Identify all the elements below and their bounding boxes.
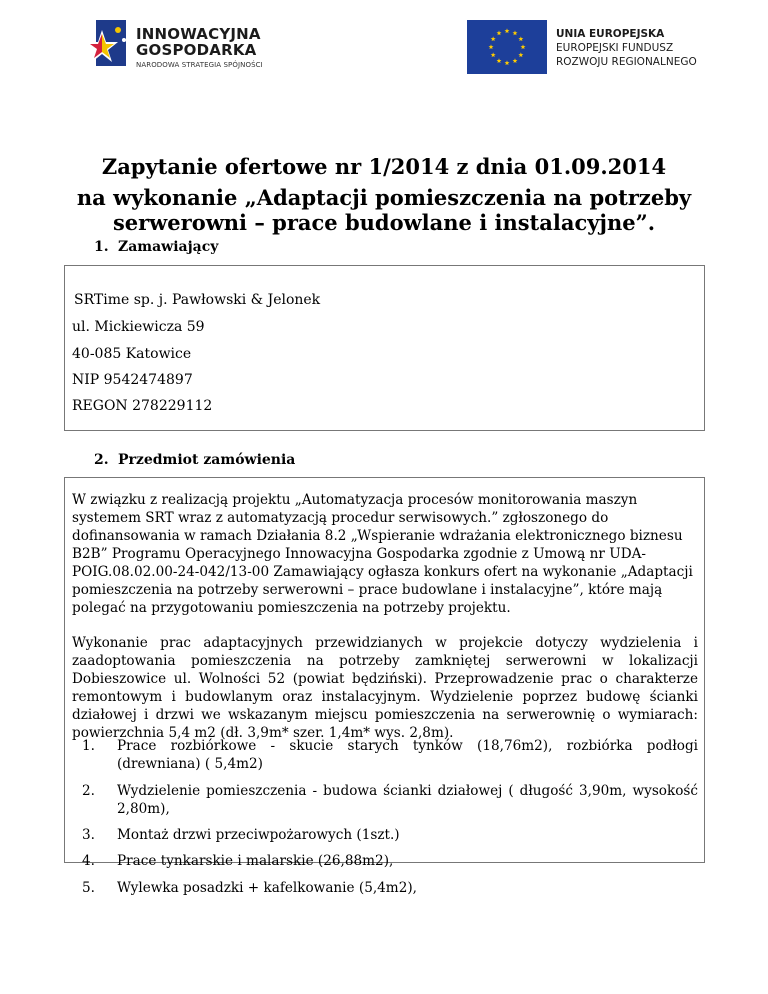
work-item-text: Prace rozbiórkowe - skucie starych tynków (18,76m2), rozbiórka podłogi (drewniana) ( 5,4m2) [117,738,698,772]
innowacyjna-gospodarka-logo [84,20,284,74]
work-item [82,852,698,870]
section-1-number: 1. [94,239,109,255]
contractor-name: SRTime sp. j. Pawłowski & Jelonek [74,292,321,308]
work-item-number: 2. [82,783,95,799]
section-1-title: Zamawiający [118,239,219,255]
work-item [82,737,698,773]
order-paragraph-2: Wykonanie prac adaptacyjnych przewidzianych w projekcie dotyczy wydzielenia i zaadoptowania pomieszczenia na potrzeby zamkniętej serwerowni w lokalizacji Dobieszowice ul. Wolności 52 (powiat będziński). Przeprowadzenie prac o charakterze remontowym i budowlanym oraz instalacyjnym. Wydzielenie poprzez budowę ścianki działowej i drzwi we wskazanym miejscu pomieszczenia na serwerownię o wymiarach: powierzchnia 5,4 m2 (dł. 3,9m* szer. 1,4m* wys. 2,8m). [72,635,698,741]
work-item-text: Montaż drzwi przeciwpożarowych (1szt.) [117,827,400,843]
document-title: Zapytanie ofertowe nr 1/2014 z dnia 01.09.2014 [101,154,667,179]
section-2-heading [94,452,295,468]
ig-logo-line2: GOSPODARKA [136,41,257,59]
document-subtitle: na wykonanie „Adaptacji pomieszczenia na potrzeby serwerowni – prace budowlane i instalacyjne”. [76,185,692,235]
eu-logo-line1: UNIA EUROPEJSKA [556,28,665,40]
work-item-text: Wydzielenie pomieszczenia - budowa ścianki działowej ( długość 3,90m, wysokość 2,80m), [117,783,698,817]
ig-logo-subtitle: NARODOWA STRATEGIA SPÓJNOŚCI [136,61,263,69]
eu-logo-line3: ROZWOJU REGIONALNEGO [556,56,697,68]
contractor-city: 40-085 Katowice [72,346,192,362]
order-paragraph-1: W związku z realizacją projektu „Automatyzacja procesów monitorowania maszyn systemem SRT wraz z automatyzacją procedur serwisowych.” zgłoszonego do dofinansowania w ramach Działania 8.2 „Wspieranie wdrażania elektronicznego biznesu B2B” Programu Operacyjnego Innowacyjna Gospodarka zgodnie z Umową nr UDA-POIG.08.02.00-24-042/13-00 Zamawiający ogłasza konkurs ofert na wykonanie „Adaptacji pomieszczenia na potrzeby serwerowni – prace budowlane i instalacyjne”, które mają polegać na przygotowaniu pomieszczenia na potrzeby projektu. [72,492,693,616]
work-item [82,879,698,897]
ig-logo-line1: INNOWACYJNA [136,25,261,43]
eu-flag-icon [467,20,547,74]
contractor-regon: REGON 278229112 [72,398,213,414]
contractor-nip: NIP 9542474897 [72,372,193,388]
work-item-text: Prace tynkarskie i malarskie (26,88m2), [117,853,394,869]
section-2-title: Przedmiot zamówienia [118,452,296,468]
work-item-number: 3. [82,827,95,843]
work-item-number: 1. [82,738,95,754]
work-item-text: Wylewka posadzki + kafelkowanie (5,4m2), [117,880,417,896]
eu-logo-text [556,27,697,69]
work-item [82,826,698,844]
section-1-heading [94,239,218,255]
ig-star-mark-icon [84,20,130,70]
work-item-number: 5. [82,880,95,896]
section-2-number: 2. [94,452,109,468]
work-item [82,782,698,818]
eu-logo-line2: EUROPEJSKI FUNDUSZ [556,42,674,54]
work-item-number: 4. [82,853,95,869]
contractor-street: ul. Mickiewicza 59 [72,319,205,335]
